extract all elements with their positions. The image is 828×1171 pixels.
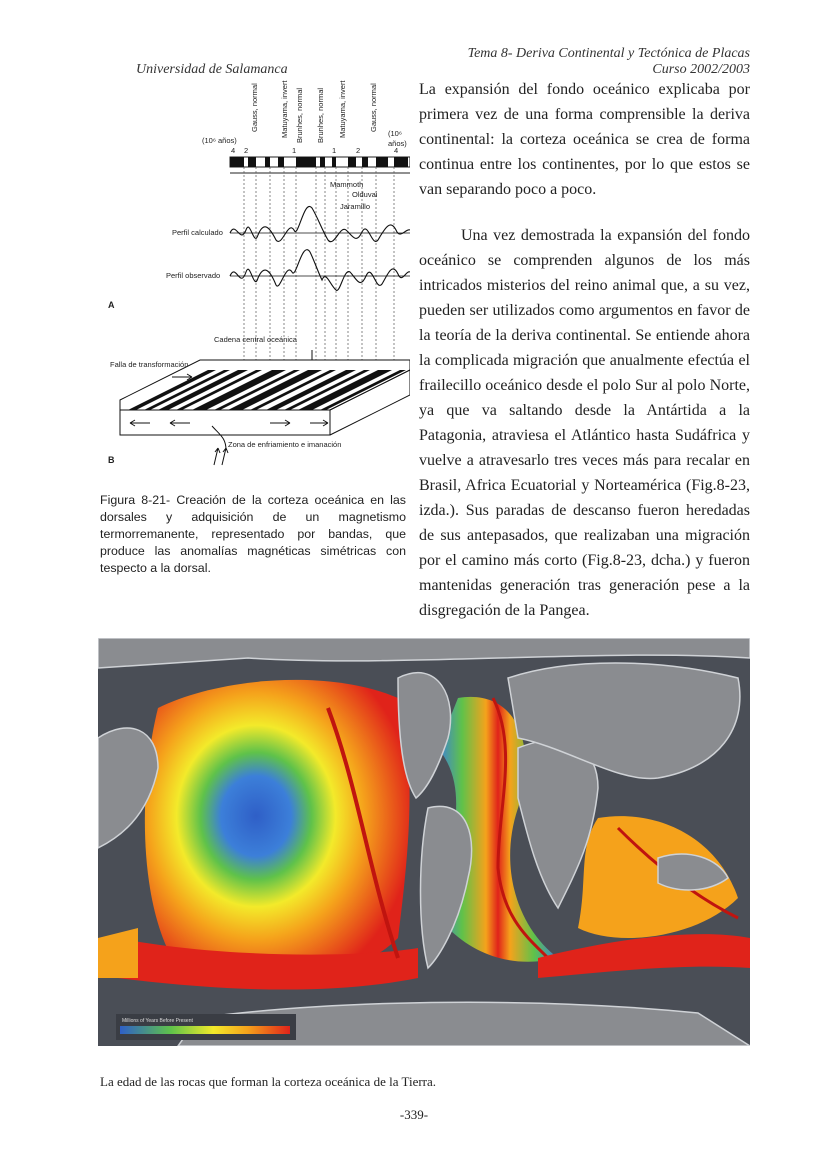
body-text [419,77,750,623]
num-2-right: 2 [356,146,361,155]
units-right-2: años) [388,139,407,148]
num-4-left: 4 [231,146,236,155]
jaramillo-label: Jaramillo [340,202,371,211]
header-left: Universidad de Salamanca [136,62,288,77]
perfil-observado-label: Perfil observado [166,271,221,280]
epoch-label: Gauss, normal [250,83,259,132]
units-left: (10⁶ años) [202,136,237,145]
figure-8-21 [100,80,410,475]
figure-caption: Figura 8-21- Creación de la corteza oceánica en las dorsales y adquisición de un magnetismo termorremanente, representado por bandas, que produce las anomalías magnéticas simétricas con tespecto a la dorsal. [100,493,406,575]
perfil-calculado-label: Perfil calculado [172,228,223,237]
header-right-line2: Curso 2002/2003 [652,62,750,77]
epoch-label: Gauss, normal [369,83,378,132]
num-1-left: 1 [292,146,297,155]
num-1-right: 1 [332,146,337,155]
paragraph-1: La expansión del fondo oceánico explicaba por primera vez de una forma comprensible la deriva continental: la corteza oceánica se crea de forma continua entre los continentes, por lo que estos se van separando poco a poco. [419,81,750,198]
paragraph-2: Una vez demostrada la expansión del fondo oceánico se comprenden algunos de los más intricados misterios del reino animal que, a su vez, pueden ser utilizados como argumentos en favor de la teoría de la deriva continental. Se entiende ahora la complicada migración que anualmente efectúa el frailecillo oceánico desde el polo Sur al polo Norte, ya que va saltando desde la Antártida a la Patagonia, atraviesa el Atlántico hasta Sudáfrica y vuelve a atravesarlo tres veces más para recalar en Brasil, Africa Ecuatorial y Norteamérica (Fig.8-23, izda.). Sus paradas de descanso fueron heredadas de sus antepasados, que realizaban una migración por el camino más corto (Fig.8-23, dcha.) y fueron mantenidas generación tras generación pese a la disgregación de la Pangea. [419,227,750,619]
olduvai-label: Olduvai [352,190,378,199]
cadena-label: Cadena central oceánica [214,335,297,344]
page-number: -339- [399,1107,429,1122]
legend-title: Millions of Years Before Present [122,1018,193,1024]
zona-label: Zona de enfriamiento e imanación [228,440,342,449]
label-b: B [108,455,115,465]
mammoth-label: Mammoth [330,180,364,189]
epoch-label: Brunhes, normal [316,87,325,143]
num-4-right: 4 [394,146,399,155]
label-a: A [108,300,115,310]
epoch-label: Brunhes, normal [295,87,304,143]
header-right-line1: Tema 8- Deriva Continental y Tectónica de Placas [467,46,750,61]
epoch-label: Matuyama, invertida [280,80,289,138]
map-caption: La edad de las rocas que forman la corteza oceánica de la Tierra. [100,1074,437,1089]
num-2-left: 2 [244,146,249,155]
ocean-age-map [98,638,750,1046]
falla-label: Falla de transformación [110,360,189,369]
units-right-1: (10⁶ [388,129,402,138]
epoch-label: Matuyama, invertida [338,80,347,138]
